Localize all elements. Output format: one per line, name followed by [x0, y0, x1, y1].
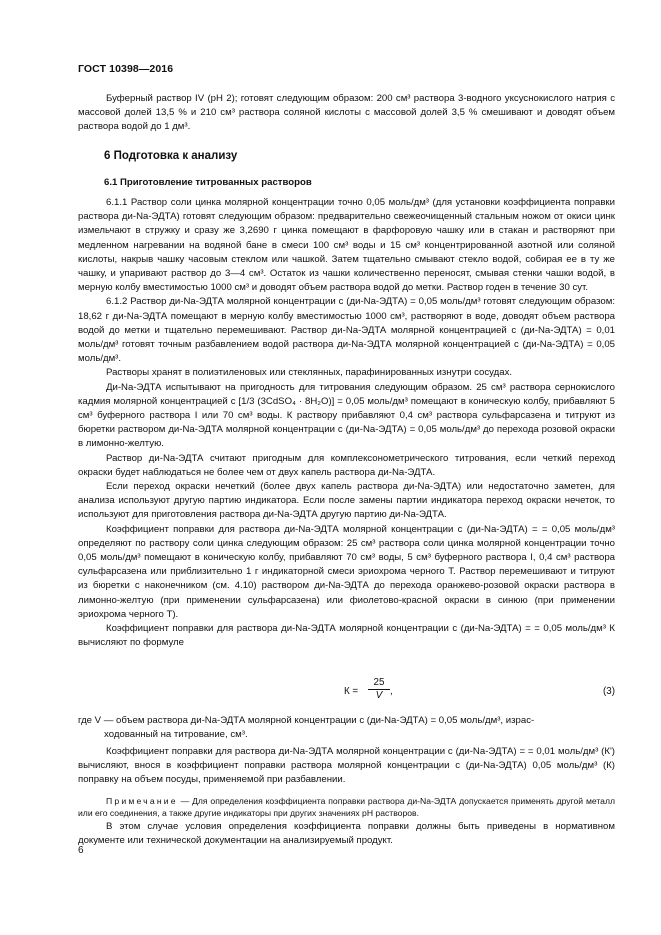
note-text: — Для определения коэффициента поправки раствора ди-Na-ЭДТА допускается применять другой металл или его соединения, а также другие индикаторы при других значениях pH растворов.: [78, 796, 615, 819]
note-block: [78, 795, 615, 820]
note-label: Примечание: [106, 796, 178, 806]
paragraph-storage: Растворы хранят в полиэтиленовых или стеклянных, парафинированных изнутри сосудах.: [106, 367, 513, 379]
paragraph-coefficient-k-prime: Коэффициент поправки для раствора ди-Na-ЭДТА молярной концентрации c (ди-Na-ЭДТА) = = 0,01 моль/дм³ (К') вычисляют, внося в коэффициент поправки раствора молярной концентрации c (ди-Na-ЭДТА) 0,05 моль/дм³ (К) поправку на объем посуды, применяемой при разбавлении.: [78, 746, 615, 786]
formula-3: [78, 677, 615, 705]
final-block: [78, 820, 615, 848]
page-number: 6: [78, 845, 84, 856]
formula-fraction: [368, 677, 390, 701]
formula-denominator: V: [375, 690, 383, 701]
paragraph-suitability-check: Ди-Na-ЭДТА испытывают на пригодность для титрования следующим образом. 25 см³ раствора сернокислого кадмия молярной концентрацией c [1/3 (3CdSO₄ · 8H₂O)] = 0,05 моль/дм³ помещают в коническую колбу, прибавляют 5 см³ буферного раствора I или 70 см³ воды. К раствору прибавляют 0,4 см³ раствора сульфарсазена и титруют из бюретки раствором ди-Na-ЭДТА молярной концентрации c (ди-Na-ЭДТА) = 0,05 моль/дм³ до перехода розовой окраски в лимонно-желтую.: [78, 381, 615, 450]
formula-explanation: [78, 714, 615, 742]
section-6-body: [78, 196, 615, 651]
formula-numerator: 25: [368, 677, 390, 690]
note-paragraph: [78, 795, 615, 820]
explanation-line-2: ходованный на титрование, см³.: [104, 729, 248, 741]
explanation-line-1: где V — объем раствора ди-Na-ЭДТА молярной концентрации c (ди-Na-ЭДТА) = 0,05 моль/дм³, израс-: [78, 715, 535, 726]
intro-block: [78, 92, 615, 135]
formula-lhs: К =: [344, 686, 359, 697]
standard-header: ГОСТ 10398—2016: [78, 63, 174, 75]
paragraph-unclear-transition: Если переход окраски нечеткий (более двух капель раствора ди-Na-ЭДТА) или недостаточно заметен, для анализа используют другую партию индикатора. Если после замены партии индикатора переход окраски нечеток, то используют для приготовления раствора ди-Na-ЭДТА другую партию ди-Na-ЭДТА.: [78, 481, 615, 521]
formula-number: (3): [603, 686, 615, 697]
paragraph-6-1-2: 6.1.2 Раствор ди-Na-ЭДТА молярной концентрации c (ди-Na-ЭДТА) = 0,05 моль/дм³ готовят следующим образом: 18,62 г ди-Na-ЭДТА помещают в мерную колбу вместимостью 1000 см³, растворяют в воде, доводят объем раствора водой до метки и тщательно перемешивают. Раствор ди-Na-ЭДТА молярной концентрацией c (ди-Na-ЭДТА) = 0,01 моль/дм³ готовят точным разбавлением водой раствора ди-Na-ЭДТА молярной концентрацией c (ди-Na-ЭДТА) = 0,05 моль/дм³.: [78, 296, 615, 365]
paragraph-suitability-criterion: Раствор ди-Na-ЭДТА считают пригодным для комплексонометрического титрования, если четкий переход окраски будет наблюдаться не более чем от двух капель раствора ди-Na-ЭДТА.: [78, 452, 615, 478]
section-6-title: 6 Подготовка к анализу: [104, 150, 238, 162]
buffer-iv-paragraph: Буферный раствор IV (pH 2); готовят следующим образом: 200 см³ раствора 3-водного уксуснокислого натрия с массовой долей 13,5 % и 210 см³ раствора соляной кислоты с массовой долей 3,5 % смешивают и доводят объем раствора водой до 1 дм³.: [78, 93, 615, 133]
formula-comma: ,: [390, 686, 393, 697]
coefficient-k-prime-block: [78, 745, 615, 788]
paragraph-6-1-1: 6.1.1 Раствор соли цинка молярной концентрации точно 0,05 моль/дм³ (для установки коэффициента поправки раствора ди-Na-ЭДТА) готовят следующим образом: предварительно свежеочищенный стальным ножом от окиси цинк измельчают в стружку и сразу же 3,2690 г цинка помещают в фарфоровую чашку или в стакан и растворяют при медленном нагревании на водяной бане в смеси 100 см³ воды и 15 см³ концентрированной азотной или соляной кислоты, накрыв чашку часовым стеклом или чашкой. Затем тщательно смывают стекло водой, собирая ее в ту же чашку, и упаривают раствор до 3—4 см³. Остаток из чашки количественно переносят, смывая стенки чашки водой, в мерную колбу вместимостью 1000 см³ и доводят объем раствора водой до метки. Раствор годен в течение 30 сут.: [78, 197, 615, 294]
paragraph-calculation-intro: Коэффициент поправки для раствора ди-Na-ЭДТА молярной концентрации c (ди-Na-ЭДТА) = = 0,05 моль/дм³ К вычисляют по формуле: [78, 623, 615, 649]
section-6-1-title: 6.1 Приготовление титрованных растворов: [104, 177, 312, 188]
paragraph-correction-coefficient: Коэффициент поправки для раствора ди-Na-ЭДТА молярной концентрации c (ди-Na-ЭДТА) = = 0,05 моль/дм³ определяют по раствору соли цинка следующим образом: 25 см³ раствора соли цинка молярной концентрации точно 0,05 моль/дм³ помещают в коническую колбу, прибавляют 70 см³ воды, 5 см³ буферного раствора I, 0,4 см³ раствора сульфарсазена или приблизительно 1 г индикаторной смеси эриохрома черного Т. Раствор перемешивают и титруют из бюретки с наконечником (см. 4.10) раствором ди-Na-ЭДТА до перехода оранжево-розовой окраски раствора в лимонно-желтую (при применении сульфарсазена) или фиолетово-красной окраски в синюю (при применении эриохрома черного Т).: [78, 523, 615, 620]
paragraph-final: В этом случае условия определения коэффициента поправки должны быть приведены в нормативном документе или технической документации на анализируемый продукт.: [78, 821, 615, 847]
